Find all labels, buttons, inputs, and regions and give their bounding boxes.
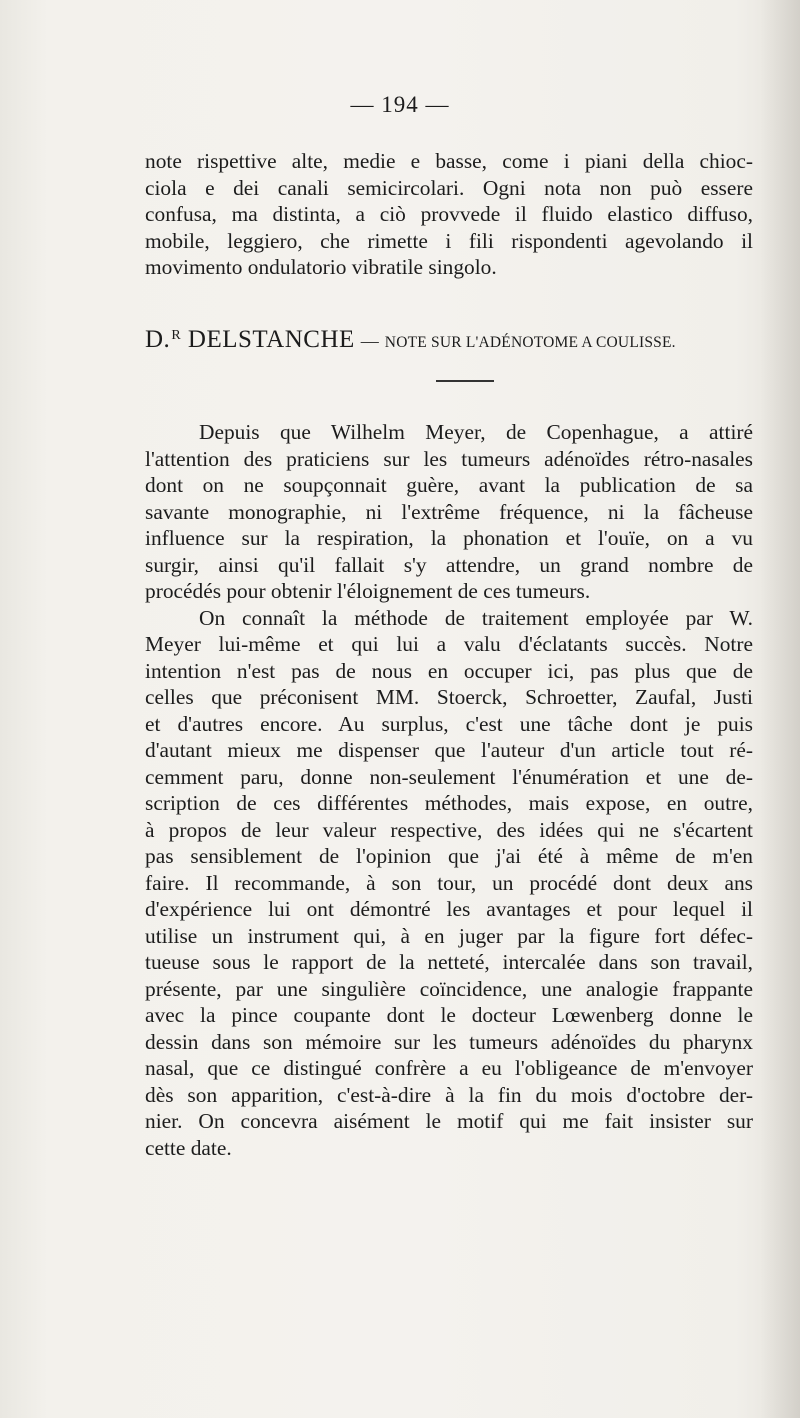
article-heading — [145, 326, 757, 354]
text-line: dès son apparition, c'est-à-dire à la fin du mois d'octobre der- — [145, 1082, 753, 1107]
text-line: l'attention des praticiens sur les tumeurs adénoïdes rétro-nasales — [145, 446, 753, 471]
text-line: celles que préconisent MM. Stoerck, Schroetter, Zaufal, Justi — [145, 685, 753, 709]
text-line: nier. On concevra aisément le motif qui me fait insister sur — [145, 1109, 753, 1133]
text-line: nasal, que ce distingué confrère a eu l'obligeance de m'envoyer — [145, 1056, 753, 1080]
page-edge-shadow — [760, 0, 800, 1418]
text-line: influence sur la respiration, la phonation et l'ouïe, on a vu — [145, 526, 753, 550]
text-line: On connaît la méthode de traitement employée par W. — [199, 605, 753, 630]
text-line: tueuse sous le rapport de la netteté, intercalée dans son travail, — [145, 950, 753, 974]
text-line: mobile, leggiero, che rimette i fili rispondenti agevolando il — [145, 228, 753, 253]
text-line: pas sensiblement de l'opinion que j'ai été à même de m'en — [145, 844, 753, 868]
continuation-paragraph — [145, 148, 753, 281]
text-line: note rispettive alte, medie e basse, come i piani della chioc- — [145, 149, 753, 173]
text-line: savante monographie, ni l'extrême fréquence, ni la fâcheuse — [145, 499, 753, 524]
text-line: faire. Il recommande, à son tour, un procédé dont deux ans — [145, 870, 753, 895]
article-body — [145, 419, 753, 1161]
text-line: avec la pince coupante dont le docteur Lœwenberg donne le — [145, 1003, 753, 1027]
text-line: surgir, ainsi qu'il fallait s'y attendre, un grand nombre de — [145, 552, 753, 577]
text-line: intention n'est pas de nous en occuper ici, pas plus que de — [145, 658, 753, 683]
text-line: confusa, ma distinta, a ciò provvede il fluido elastico diffuso, — [145, 202, 753, 226]
heading-rule — [436, 380, 494, 382]
text-line: dessin dans son mémoire sur les tumeurs adénoïdes du pharynx — [145, 1029, 753, 1054]
text-line: d'expérience lui ont démontré les avantages et pour lequel il — [145, 897, 753, 921]
text-line: à propos de leur valeur respective, des idées qui ne s'écartent — [145, 817, 753, 842]
text-line: Depuis que Wilhelm Meyer, de Copenhague, a attiré — [199, 420, 753, 444]
text-line: ciola e dei canali semicircolari. Ogni nota non può essere — [145, 175, 753, 200]
text-line: et d'autres encore. Au surplus, c'est une tâche dont je puis — [145, 711, 753, 736]
text-line: cette date. — [145, 1135, 232, 1160]
text-line: scription de ces différentes méthodes, mais expose, en outre, — [145, 791, 753, 815]
page-number: — 194 — — [350, 92, 450, 117]
text-line: d'autant mieux me dispenser que l'auteur d'un article tout ré- — [145, 738, 753, 762]
article-title: NOTE SUR L'ADÉNOTOME A COULISSE. — [384, 334, 676, 351]
text-line: utilise un instrument qui, à en juger par la figure fort défec- — [145, 923, 753, 948]
heading-dash: — — [360, 331, 379, 351]
article-author: D.$^R$ DELSTANCHE — [145, 326, 355, 353]
text-line: présente, par une singulière coïncidence, une analogie frappante — [145, 976, 753, 1001]
text-line: procédés pour obtenir l'éloignement de ces tumeurs. — [145, 579, 591, 603]
text-line: movimento ondulatorio vibratile singolo. — [145, 255, 497, 279]
text-line: dont on ne soupçonnait guère, avant la publication de sa — [145, 473, 753, 497]
text-line: Meyer lui-même et qui lui a valu d'éclatants succès. Notre — [145, 632, 753, 656]
text-line: cemment paru, donne non-seulement l'énumération et une de- — [145, 764, 753, 789]
